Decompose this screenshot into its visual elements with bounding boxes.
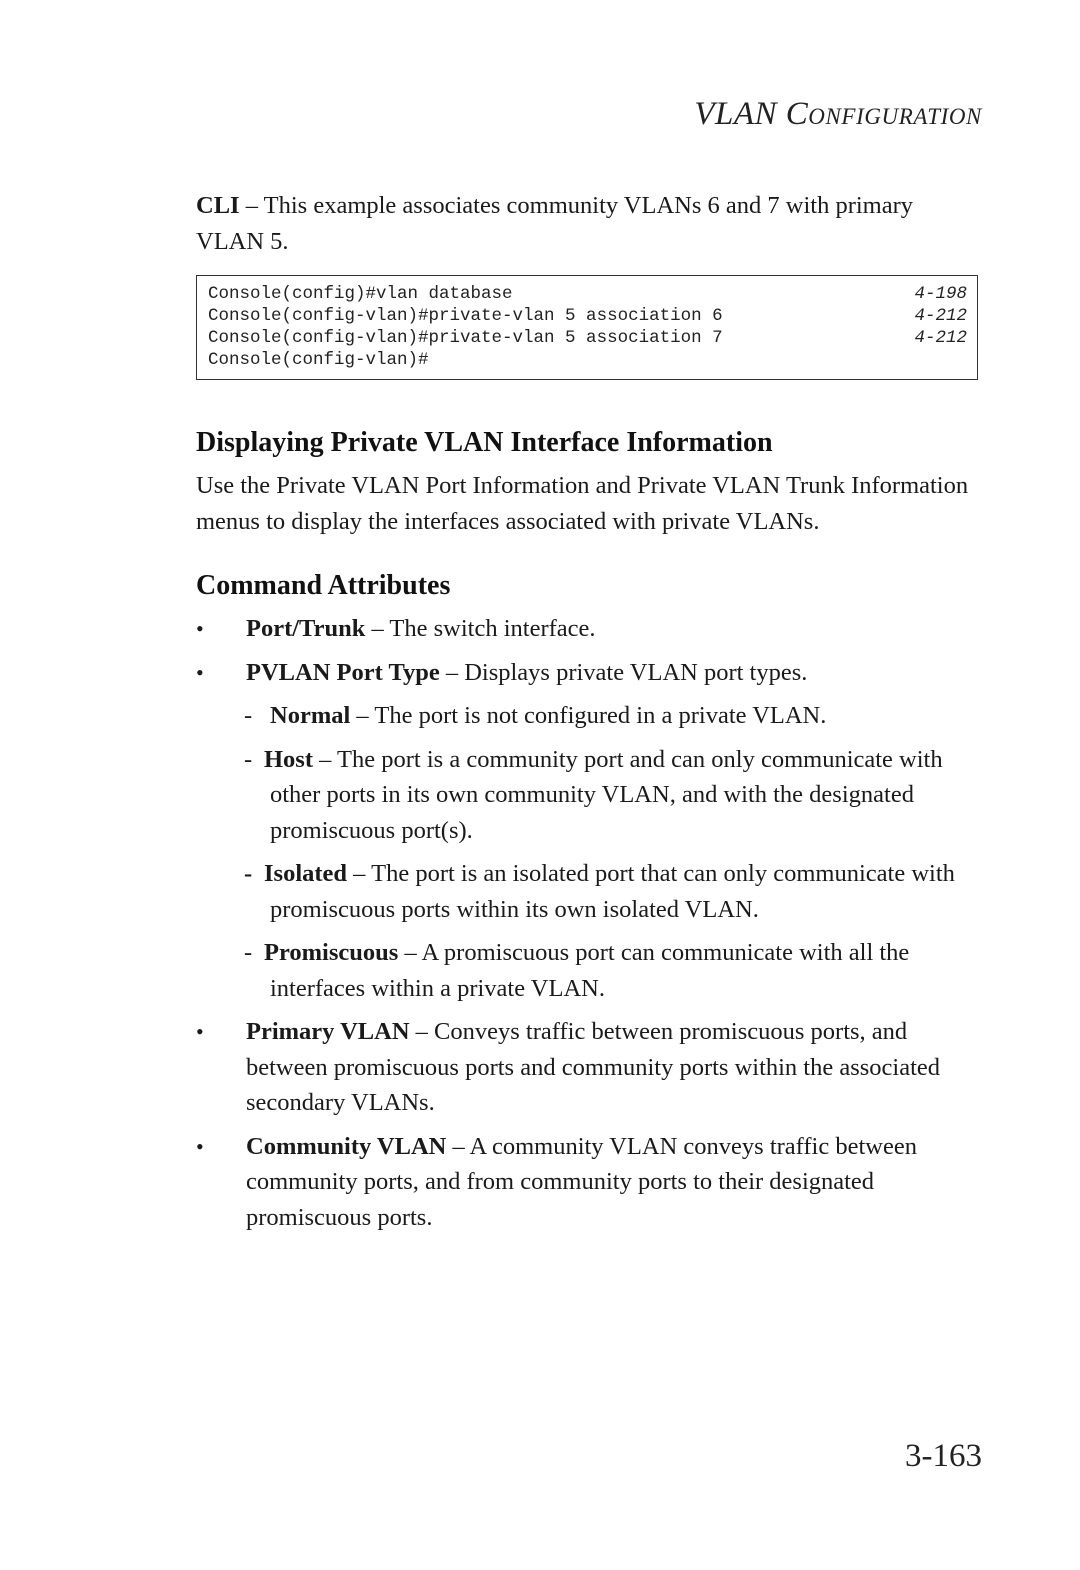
subitem-normal bbox=[196, 698, 986, 734]
attribute-desc: – The switch interface. bbox=[365, 615, 596, 642]
section-body-display: Use the Private VLAN Port Information and Private VLAN Trunk Information menus to display the interfaces associated with private VLANs. bbox=[196, 472, 969, 535]
subitem-text bbox=[270, 698, 986, 734]
section-heading-display: Displaying Private VLAN Interface Information bbox=[196, 427, 773, 458]
subitem-text bbox=[264, 742, 986, 849]
subitem-desc: – A promiscuous port can communicate with all the interfaces within a private VLAN. bbox=[270, 939, 910, 1002]
running-header bbox=[694, 96, 982, 133]
running-header-smallcaps: ONFIGURATION bbox=[808, 104, 982, 129]
attribute-text bbox=[246, 655, 986, 691]
attribute-term: Primary VLAN bbox=[246, 1018, 410, 1045]
page-content bbox=[196, 188, 986, 1235]
code-command: Console(config-vlan)# bbox=[208, 350, 429, 370]
code-line bbox=[208, 327, 967, 349]
cli-code-box bbox=[196, 275, 978, 380]
cli-label: CLI bbox=[196, 192, 240, 219]
subitem-desc: – The port is an isolated port that can only communicate with promiscuous ports within its own isolated VLAN. bbox=[270, 860, 955, 923]
subitem-desc: – The port is a community port and can only communicate with other ports in its own community VLAN, and with the designated promiscuous port(s). bbox=[270, 745, 943, 844]
attribute-item-port-trunk bbox=[196, 611, 986, 647]
code-line bbox=[208, 349, 967, 371]
attribute-desc: – Conveys traffic between promiscuous ports, and between promiscuous ports and community ports within the associated secondary VLANs. bbox=[246, 1018, 941, 1116]
subitem-host bbox=[196, 742, 986, 849]
code-line bbox=[208, 283, 967, 305]
attribute-item-primary-vlan bbox=[196, 1014, 986, 1121]
code-command: Console(config-vlan)#private-vlan 5 association 6 bbox=[208, 306, 723, 326]
running-header-main: VLAN C bbox=[694, 96, 809, 132]
code-command: Console(config)#vlan database bbox=[208, 284, 513, 304]
code-reference: 4-212 bbox=[914, 328, 967, 348]
subitem-term: Host bbox=[264, 745, 313, 773]
attribute-desc: – Displays private VLAN port types. bbox=[439, 658, 808, 686]
bullet-icon: • bbox=[196, 659, 204, 685]
dash-marker: - bbox=[244, 860, 253, 887]
attribute-text bbox=[246, 611, 986, 647]
cli-intro-paragraph bbox=[196, 188, 976, 259]
subitem-term: Normal bbox=[270, 702, 351, 729]
subitem-promiscuous bbox=[196, 935, 986, 1006]
bullet-icon: • bbox=[196, 1133, 204, 1159]
attribute-term: Community VLAN bbox=[246, 1132, 447, 1160]
dash-marker: - bbox=[244, 745, 253, 773]
bullet-icon: • bbox=[196, 1019, 204, 1044]
code-command: Console(config-vlan)#private-vlan 5 association 7 bbox=[208, 328, 723, 348]
code-reference: 4-198 bbox=[914, 284, 967, 304]
attribute-desc: – A community VLAN conveys traffic between community ports, and from community ports to their designated promiscuous ports. bbox=[246, 1132, 917, 1231]
dash-marker: - bbox=[244, 939, 253, 966]
attribute-term: PVLAN Port Type bbox=[246, 658, 440, 686]
section-heading-attributes: Command Attributes bbox=[196, 570, 451, 601]
cli-intro-text: – This example associates community VLANs 6 and 7 with primary VLAN 5. bbox=[196, 192, 913, 255]
subitem-text bbox=[264, 935, 986, 1006]
dash-marker: - bbox=[244, 702, 253, 729]
subitem-isolated bbox=[196, 856, 986, 927]
attribute-term: Port/Trunk bbox=[246, 615, 366, 642]
attribute-text bbox=[246, 1129, 986, 1236]
bullet-icon: • bbox=[196, 616, 204, 641]
attribute-text bbox=[246, 1014, 986, 1121]
subitem-term: Isolated bbox=[264, 860, 348, 887]
subitem-text bbox=[264, 856, 986, 927]
code-reference: 4-212 bbox=[914, 306, 967, 326]
attribute-item-pvlan-port-type bbox=[196, 655, 986, 691]
code-line bbox=[208, 305, 967, 327]
attribute-item-community-vlan bbox=[196, 1129, 986, 1236]
subitem-term: Promiscuous bbox=[264, 939, 399, 966]
page-number: 3-163 bbox=[905, 1438, 982, 1474]
subitem-desc: – The port is not configured in a private VLAN. bbox=[350, 702, 827, 729]
